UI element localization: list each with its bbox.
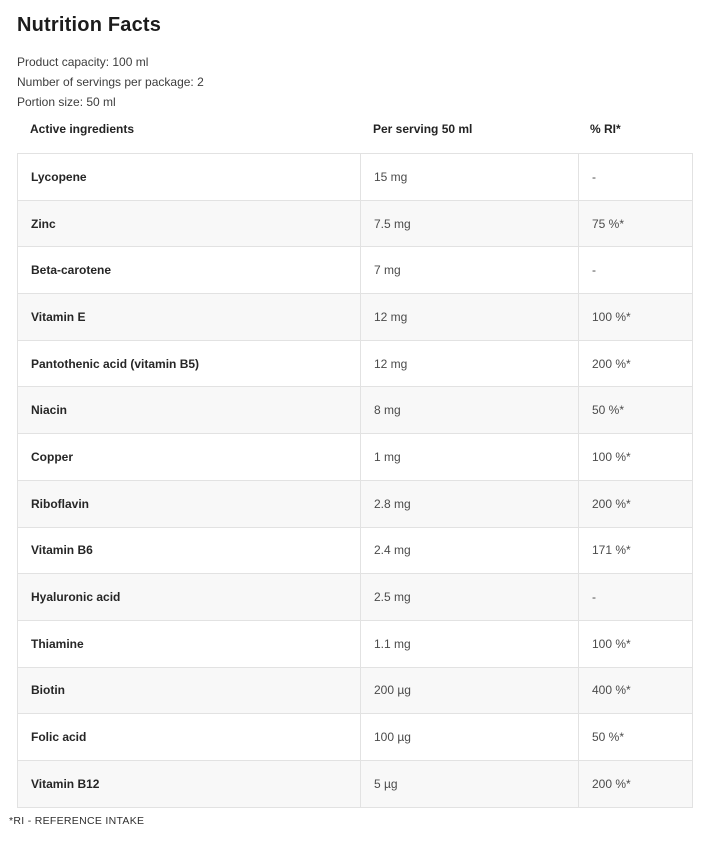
servings-per-package-line: Number of servings per package: 2 xyxy=(17,75,204,89)
ri-cell: 200 %* xyxy=(579,760,693,807)
per-serving-cell: 100 µg xyxy=(361,714,579,761)
per-serving-cell: 8 mg xyxy=(361,387,579,434)
ri-cell: 200 %* xyxy=(579,340,693,387)
ingredient-cell: Biotin xyxy=(18,667,361,714)
table-row xyxy=(18,154,693,201)
per-serving-cell: 2.4 mg xyxy=(361,527,579,574)
ingredient-cell: Hyaluronic acid xyxy=(18,574,361,621)
column-header-ri: % RI* xyxy=(590,122,621,136)
ingredient-cell: Beta-carotene xyxy=(18,247,361,294)
ri-cell: 171 %* xyxy=(579,527,693,574)
table-row xyxy=(18,714,693,761)
product-capacity-line: Product capacity: 100 ml xyxy=(17,55,149,69)
table-row xyxy=(18,247,693,294)
per-serving-cell: 1.1 mg xyxy=(361,620,579,667)
per-serving-cell: 2.5 mg xyxy=(361,574,579,621)
column-header-active-ingredients: Active ingredients xyxy=(30,122,135,136)
ri-cell: 75 %* xyxy=(579,200,693,247)
ri-cell: 50 %* xyxy=(579,714,693,761)
table-row xyxy=(18,340,693,387)
table-row xyxy=(18,574,693,621)
ri-cell: 100 %* xyxy=(579,434,693,481)
table-row xyxy=(18,527,693,574)
page-title: Nutrition Facts xyxy=(17,14,162,36)
ingredient-cell: Vitamin E xyxy=(18,294,361,341)
product-info xyxy=(17,52,709,112)
ingredient-cell: Vitamin B12 xyxy=(18,760,361,807)
table-row xyxy=(18,200,693,247)
ingredient-cell: Zinc xyxy=(18,200,361,247)
ingredient-cell: Folic acid xyxy=(18,714,361,761)
table-row xyxy=(18,434,693,481)
per-serving-cell: 12 mg xyxy=(361,294,579,341)
ri-cell: - xyxy=(579,247,693,294)
per-serving-cell: 15 mg xyxy=(361,154,579,201)
ri-cell: 400 %* xyxy=(579,667,693,714)
table-row xyxy=(18,620,693,667)
ingredient-cell: Thiamine xyxy=(18,620,361,667)
nutrition-table-body xyxy=(18,154,693,808)
table-row xyxy=(18,667,693,714)
reference-intake-footnote: *RI - REFERENCE INTAKE xyxy=(9,814,145,827)
per-serving-cell: 5 µg xyxy=(361,760,579,807)
table-row xyxy=(18,294,693,341)
ri-cell: 100 %* xyxy=(579,620,693,667)
ri-cell: 200 %* xyxy=(579,480,693,527)
table-header-row xyxy=(0,122,709,136)
ri-cell: 50 %* xyxy=(579,387,693,434)
nutrition-facts-table xyxy=(17,153,693,808)
portion-size-line: Portion size: 50 ml xyxy=(17,95,116,109)
per-serving-cell: 12 mg xyxy=(361,340,579,387)
ri-cell: 100 %* xyxy=(579,294,693,341)
ri-cell: - xyxy=(579,574,693,621)
ingredient-cell: Riboflavin xyxy=(18,480,361,527)
table-row xyxy=(18,760,693,807)
per-serving-cell: 1 mg xyxy=(361,434,579,481)
per-serving-cell: 200 µg xyxy=(361,667,579,714)
ingredient-cell: Vitamin B6 xyxy=(18,527,361,574)
ri-cell: - xyxy=(579,154,693,201)
ingredient-cell: Lycopene xyxy=(18,154,361,201)
ingredient-cell: Copper xyxy=(18,434,361,481)
column-header-per-serving: Per serving 50 ml xyxy=(373,122,473,136)
per-serving-cell: 7.5 mg xyxy=(361,200,579,247)
per-serving-cell: 2.8 mg xyxy=(361,480,579,527)
ingredient-cell: Pantothenic acid (vitamin B5) xyxy=(18,340,361,387)
table-row xyxy=(18,387,693,434)
per-serving-cell: 7 mg xyxy=(361,247,579,294)
ingredient-cell: Niacin xyxy=(18,387,361,434)
table-row xyxy=(18,480,693,527)
